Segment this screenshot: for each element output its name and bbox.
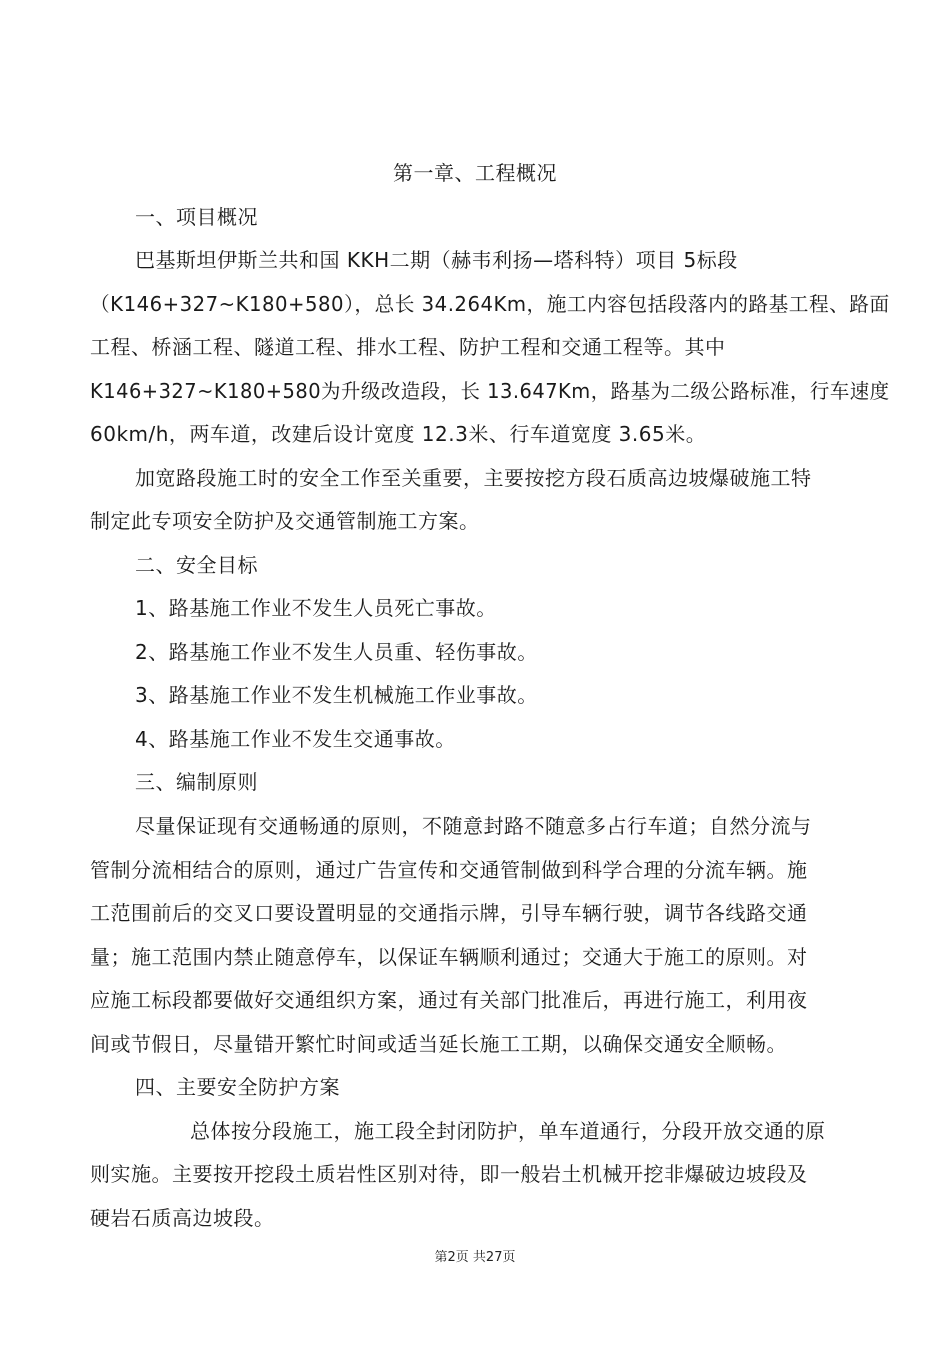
list-item: 4、路基施工作业不发生交通事故。 xyxy=(135,727,456,751)
section-heading-1: 一、项目概况 xyxy=(135,205,258,229)
paragraph-line: 尽量保证现有交通畅通的原则，不随意封路不随意多占行车道；自然分流与 xyxy=(135,814,812,838)
paragraph-line: 工程、桥涵工程、隧道工程、排水工程、防护工程和交通工程等。其中 xyxy=(90,335,726,359)
paragraph-line: 加宽路段施工时的安全工作至关重要，主要按挖方段石质高边坡爆破施工特 xyxy=(135,466,812,490)
paragraph-line: K146+327~K180+580为升级改造段，长 13.647Km，路基为二级公路标准，行车速度 xyxy=(90,379,890,403)
paragraph-line: 总体按分段施工，施工段全封闭防护，单车道通行，分段开放交通的原 xyxy=(190,1119,826,1143)
paragraph-line: 管制分流相结合的原则，通过广告宣传和交通管制做到科学合理的分流车辆。施 xyxy=(90,858,808,882)
paragraph-line: 应施工标段都要做好交通组织方案，通过有关部门批准后，再进行施工，利用夜 xyxy=(90,988,808,1012)
section-heading-4: 四、主要安全防护方案 xyxy=(135,1075,340,1099)
paragraph-line: 则实施。主要按开挖段土质岩性区别对待，即一般岩土机械开挖非爆破边坡段及 xyxy=(90,1162,808,1186)
paragraph-line: 巴基斯坦伊斯兰共和国 KKH二期（赫韦利扬—塔科特）项目 5标段 xyxy=(135,248,738,272)
page-number-footer: 第2页 共27页 xyxy=(434,1250,516,1265)
list-item: 1、路基施工作业不发生人员死亡事故。 xyxy=(135,596,497,620)
paragraph-line: 工范围前后的交叉口要设置明显的交通指示牌，引导车辆行驶，调节各线路交通 xyxy=(90,901,808,925)
paragraph-line: 间或节假日，尽量错开繁忙时间或适当延长施工工期，以确保交通安全顺畅。 xyxy=(90,1032,787,1056)
paragraph-line: 硬岩石质高边坡段。 xyxy=(90,1206,275,1230)
paragraph-line: 制定此专项安全防护及交通管制施工方案。 xyxy=(90,509,480,533)
section-heading-3: 三、编制原则 xyxy=(135,770,258,794)
list-item: 2、路基施工作业不发生人员重、轻伤事故。 xyxy=(135,640,538,664)
paragraph-line: 量；施工范围内禁止随意停车，以保证车辆顺利通过；交通大于施工的原则。对 xyxy=(90,945,808,969)
chapter-title: 第一章、工程概况 xyxy=(393,161,557,185)
list-item: 3、路基施工作业不发生机械施工作业事故。 xyxy=(135,683,538,707)
paragraph-line: 60km/h，两车道，改建后设计宽度 12.3米、行车道宽度 3.65米。 xyxy=(90,422,707,446)
paragraph-line: （K146+327~K180+580），总长 34.264Km，施工内容包括段落内的路基工程、路面 xyxy=(90,292,890,316)
section-heading-2: 二、安全目标 xyxy=(135,553,258,577)
